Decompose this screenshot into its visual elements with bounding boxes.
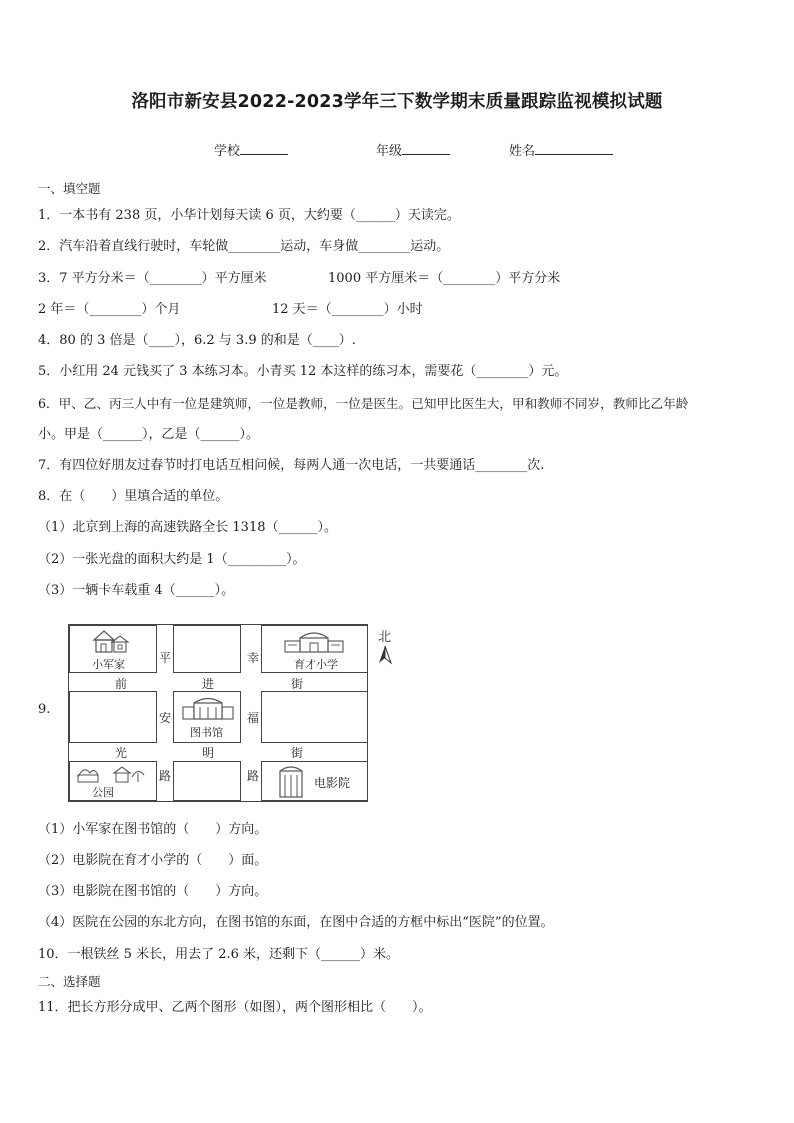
question-3b: 1000 平方厘米＝（________）平方分米 (328, 271, 561, 286)
home-label: 小军家 (92, 658, 125, 671)
question-5: 5．小红用 24 元钱买了 3 本练习本。小青买 12 本这样的练习本，需要花（________）元。 (38, 364, 568, 379)
question-8-1: （1）北京到上海的高速铁路全长 1318（______）。 (38, 520, 337, 535)
question-8: 8．在（ ）里填合适的单位。 (38, 489, 229, 504)
road-label-lu-west: 路 (159, 769, 172, 783)
road-label-ping: 平 (159, 651, 172, 665)
school-label: 育才小学 (294, 658, 338, 671)
road-label-qian: 前 (115, 677, 128, 691)
block-library (173, 691, 241, 743)
block-bottom-middle (173, 761, 241, 801)
block-top-middle (173, 625, 241, 673)
question-9-4: （4）医院在公园的东北方向，在图书馆的东面，在图中合适的方框中标出“医院”的位置。 (38, 915, 554, 930)
cinema-icon (276, 763, 306, 799)
school-blank (240, 141, 288, 155)
park-label: 公园 (92, 786, 114, 799)
grade-label: 年级 (376, 144, 403, 159)
question-9-number: 9. (38, 702, 51, 717)
question-9-2: （2）电影院在育才小学的（ ）面。 (38, 853, 268, 868)
school-field (214, 140, 288, 159)
north-label: 北 (378, 630, 392, 645)
question-3d: 12 天＝（________）小时 (272, 302, 423, 317)
north-indicator (378, 626, 391, 645)
block-middle-right (261, 691, 368, 743)
grade-field (376, 140, 450, 159)
grade-blank (402, 141, 450, 155)
road-label-jin: 进 (202, 677, 215, 691)
library-icon (180, 695, 236, 721)
road-label-jie-north: 街 (291, 677, 304, 691)
cinema-label: 电影院 (314, 776, 351, 790)
road-label-ming: 明 (202, 746, 215, 760)
question-8-2: （2）一张光盘的面积大约是 1（_________）。 (38, 552, 306, 567)
road-label-an: 安 (159, 711, 172, 725)
house-icon (90, 628, 130, 654)
question-11: 11．把长方形分成甲、乙两个图形（如图），两个图形相比（ ）。 (38, 1000, 432, 1015)
question-2: 2．汽车沿着直线行驶时，车轮做________运动，车身做________运动。 (38, 239, 450, 254)
block-cinema (261, 761, 368, 801)
road-label-xing: 幸 (247, 651, 260, 665)
name-label: 姓名 (509, 144, 536, 159)
question-6-line1: 6．甲、乙、丙三人中有一位是建筑师，一位是教师，一位是医生。已知甲比医生大，甲和教师不同岁，教师比乙年龄 (38, 396, 689, 411)
road-label-guang: 光 (115, 746, 128, 760)
question-3a: 3．7 平方分米＝（________）平方厘米 (38, 271, 267, 286)
question-9-1: （1）小军家在图书馆的（ ）方向。 (38, 822, 268, 837)
question-9-3: （3）电影院在图书馆的（ ）方向。 (38, 884, 268, 899)
name-field (509, 140, 613, 159)
block-middle-left (69, 691, 157, 743)
page-title: 洛阳市新安县2022-2023学年三下数学期末质量跟踪监视模拟试题 (131, 92, 663, 112)
question-4: 4．80 的 3 倍是（____），6.2 与 3.9 的和是（____）. (38, 333, 356, 348)
question-3c: 2 年＝（________）个月 (38, 302, 181, 317)
question-7: 7．有四位好朋友过春节时打电话互相问候，每两人通一次电话，一共要通话________次. (38, 458, 545, 473)
block-home (69, 625, 157, 673)
block-park (69, 761, 157, 801)
north-arrow-icon (377, 645, 393, 665)
school-label: 学校 (214, 144, 241, 159)
name-blank (535, 141, 613, 155)
question-10: 10．一根铁丝 5 米长，用去了 2.6 米，还剩下（______）米。 (38, 947, 400, 962)
school-icon (282, 628, 346, 654)
question-6-line2: 小。甲是（______），乙是（______）。 (38, 427, 260, 442)
library-label: 图书馆 (190, 726, 223, 739)
block-school (261, 625, 368, 673)
road-label-fu: 福 (247, 711, 260, 725)
section-fill-blank: 一、填空题 (38, 181, 101, 196)
question-1: 1．一本书有 238 页，小华计划每天读 6 页，大约要（______）天读完。 (38, 208, 460, 223)
park-icon (74, 763, 150, 783)
street-map (68, 624, 368, 802)
road-label-lu-east: 路 (247, 769, 260, 783)
road-label-jie-south: 街 (291, 746, 304, 760)
section-multiple-choice: 二、选择题 (38, 974, 101, 989)
question-8-3: （3）一辆卡车载重 4（______）。 (38, 583, 235, 598)
